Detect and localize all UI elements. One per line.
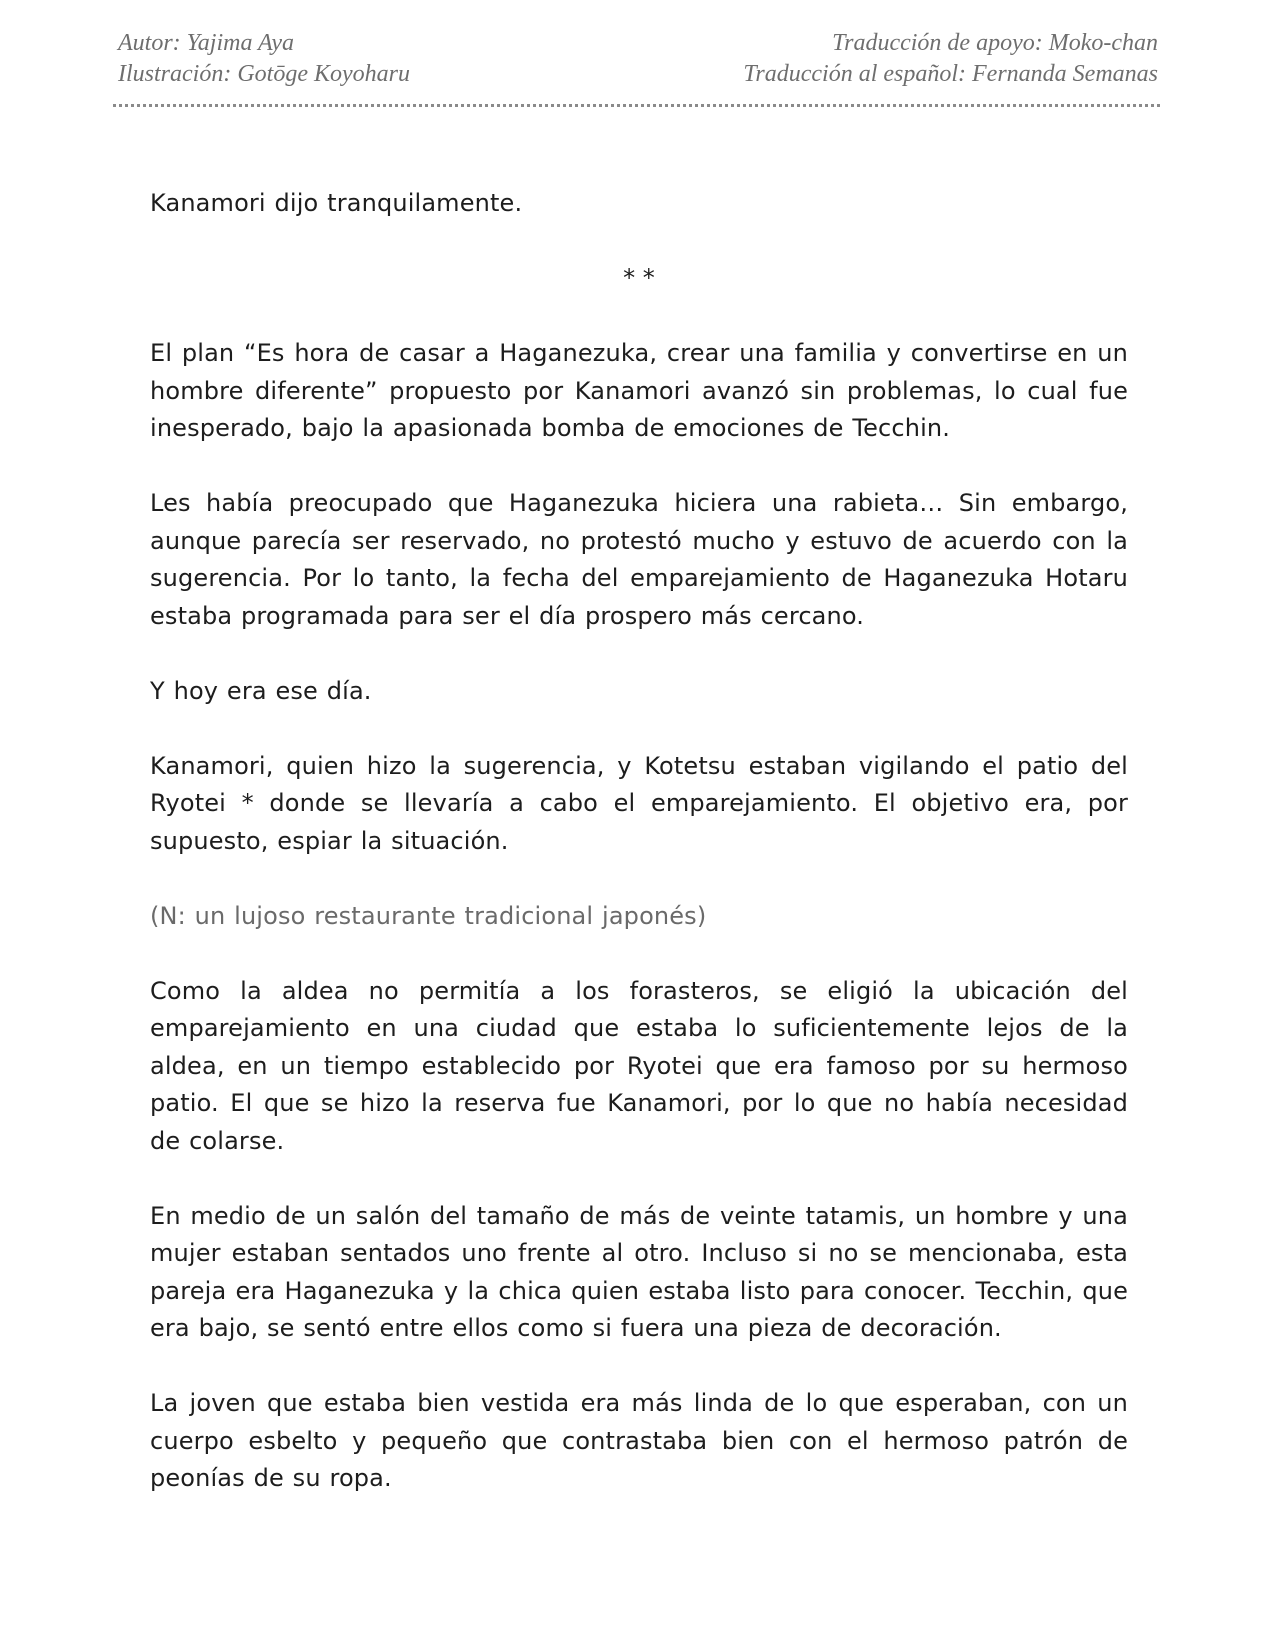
paragraph-gap: [150, 298, 1128, 336]
header-credits-right: [743, 28, 1158, 90]
paragraph-gap: [150, 1348, 1128, 1386]
paragraph-gap: [150, 935, 1128, 973]
paragraph: En medio de un salón del tamaño de más de veinte tatamis, un hombre y una mujer estaban sentados uno frente al otro. Incluso si no se mencionaba, esta pareja era Haganezuka y la chica quien estaba listo para conocer. Tecchin, que era bajo, se sentó entre ellos como si fuera una pieza de decoración.: [150, 1201, 1128, 1342]
paragraph: Kanamori dijo tranquilamente.: [150, 189, 523, 217]
paragraph: El plan “Es hora de casar a Haganezuka, crear una familia y convertirse en un hombre diferente” propuesto por Kanamori avanzó sin problemas, lo cual fue inesperado, bajo la apasionada bomba de emociones de Tecchin.: [150, 339, 1128, 442]
paragraph-gap: [150, 710, 1128, 748]
scene-separator: * *: [623, 264, 655, 292]
paragraph: La joven que estaba bien vestida era más linda de lo que esperaban, con un cuerpo esbelto y pequeño que contrastaba bien con el hermoso patrón de peonías de su ropa.: [150, 1389, 1128, 1492]
paragraph: Como la aldea no permitía a los forasteros, se eligió la ubicación del emparejamiento en una ciudad que estaba lo suficientemente lejos de la aldea, en un tiempo establecido por Ryotei que era famoso por su hermoso patio. El que se hizo la reserva fue Kanamori, por lo que no había necesidad de colarse.: [150, 976, 1128, 1155]
header-divider: [113, 104, 1160, 107]
spanish-translation-credit: Traducción al español: Fernanda Semanas: [743, 61, 1158, 87]
author-credit: Autor: Yajima Aya: [118, 30, 295, 56]
illustration-credit: Ilustración: Gotōge Koyoharu: [118, 61, 410, 87]
paragraph-gap: [150, 448, 1128, 486]
paragraph-gap: [150, 860, 1128, 898]
paragraph-gap: [150, 223, 1128, 261]
document-body: [150, 185, 1128, 1498]
support-translation-credit: Traducción de apoyo: Moko-chan: [832, 30, 1158, 56]
paragraph: Kanamori, quien hizo la sugerencia, y Kotetsu estaban vigilando el patio del Ryotei * donde se llevaría a cabo el emparejamiento. El objetivo era, por supuesto, espiar la situación.: [150, 751, 1128, 855]
paragraph-gap: [150, 1160, 1128, 1198]
page-header: [118, 28, 1158, 92]
translator-note: (N: un lujoso restaurante tradicional japonés): [150, 901, 707, 930]
header-credits-left: [118, 28, 410, 90]
paragraph: Les había preocupado que Haganezuka hiciera una rabieta… Sin embargo, aunque parecía ser reservado, no protestó mucho y estuvo de acuerdo con la sugerencia. Por lo tanto, la fecha del emparejamiento de Haganezuka Hotaru estaba programada para ser el día prospero más cercano.: [150, 489, 1128, 630]
paragraph-gap: [150, 635, 1128, 673]
paragraph: Y hoy era ese día.: [150, 676, 372, 705]
